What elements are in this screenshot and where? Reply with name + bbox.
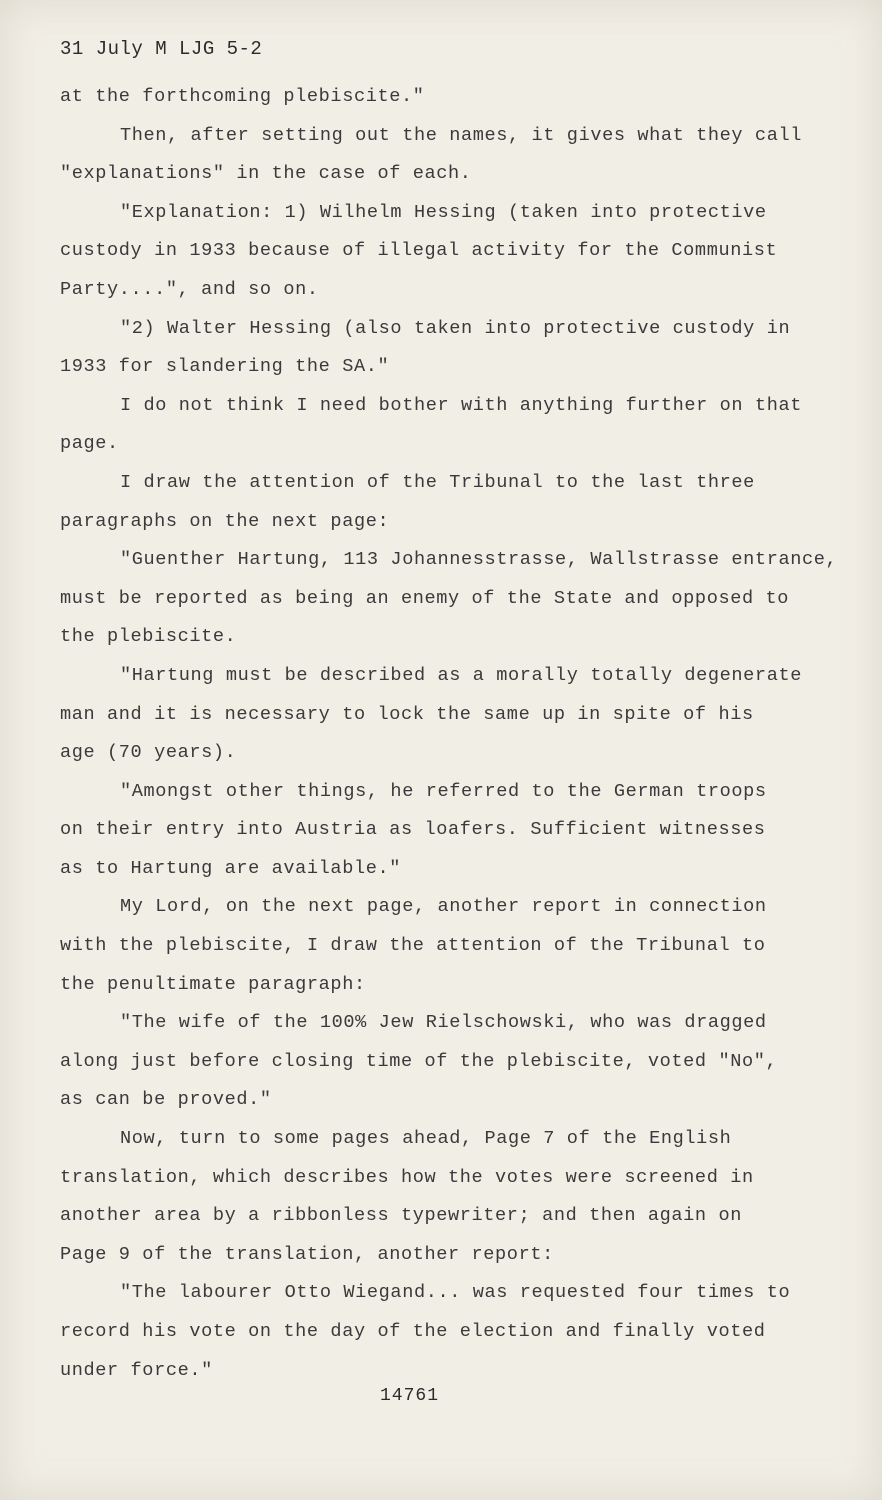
text-line: "Guenther Hartung, 113 Johannesstrasse, Wallstrasse entrance, — [120, 549, 838, 571]
text-line: with the plebiscite, I draw the attention of the Tribunal to — [60, 935, 766, 957]
page-header: 31 July M LJG 5-2 — [60, 38, 263, 60]
transcript-body — [60, 78, 838, 1390]
text-line: as can be proved." — [60, 1089, 272, 1111]
text-line: "Explanation: 1) Wilhelm Hessing (taken into protective — [120, 201, 767, 223]
text-line: "Hartung must be described as a morally totally degenerate — [120, 664, 802, 686]
text-line: under force." — [60, 1359, 213, 1381]
text-line: on their entry into Austria as loafers. Sufficient witnesses — [60, 819, 766, 841]
text-line: custody in 1933 because of illegal activity for the Communist — [60, 240, 778, 262]
text-line: "2) Walter Hessing (also taken into protective custody in — [120, 317, 791, 339]
page-number: 14761 — [380, 1386, 440, 1406]
text-line: record his vote on the day of the election and finally voted — [60, 1321, 766, 1342]
text-line: along just before closing time of the plebiscite, voted "No", — [60, 1050, 778, 1072]
text-line: the penultimate paragraph: — [60, 973, 366, 995]
text-line: another area by a ribbonless typewriter; and then again on — [60, 1205, 742, 1227]
text-line: man and it is necessary to lock the same up in spite of his — [60, 703, 754, 725]
text-line: paragraphs on the next page: — [60, 510, 390, 532]
text-line: I do not think I need bother with anything further on that — [120, 394, 802, 416]
text-line: at the forthcoming plebiscite." — [60, 86, 425, 107]
text-line: the plebiscite. — [60, 626, 237, 648]
text-line: Page 9 of the translation, another report: — [60, 1243, 554, 1265]
text-line: Then, after setting out the names, it gives what they call — [120, 124, 802, 146]
text-line: as to Hartung are available." — [60, 857, 401, 879]
text-line: "The wife of the 100% Jew Rielschowski, who was dragged — [120, 1012, 767, 1034]
text-line: page. — [60, 433, 119, 455]
text-line: "Amongst other things, he referred to the German troops — [120, 780, 767, 802]
text-line: Now, turn to some pages ahead, Page 7 of the English — [120, 1128, 732, 1150]
text-line: Party....", and so on. — [60, 278, 319, 300]
text-line: "The labourer Otto Wiegand... was requested four times to — [120, 1282, 791, 1304]
text-line: age (70 years). — [60, 742, 237, 764]
text-line: "explanations" in the case of each. — [60, 163, 472, 185]
text-line: must be reported as being an enemy of the State and opposed to — [60, 587, 789, 609]
text-line: 1933 for slandering the SA." — [60, 356, 390, 378]
text-line: I draw the attention of the Tribunal to the last three — [120, 471, 755, 493]
text-line: My Lord, on the next page, another report in connection — [120, 896, 767, 918]
text-line: translation, which describes how the votes were screened in — [60, 1166, 754, 1188]
